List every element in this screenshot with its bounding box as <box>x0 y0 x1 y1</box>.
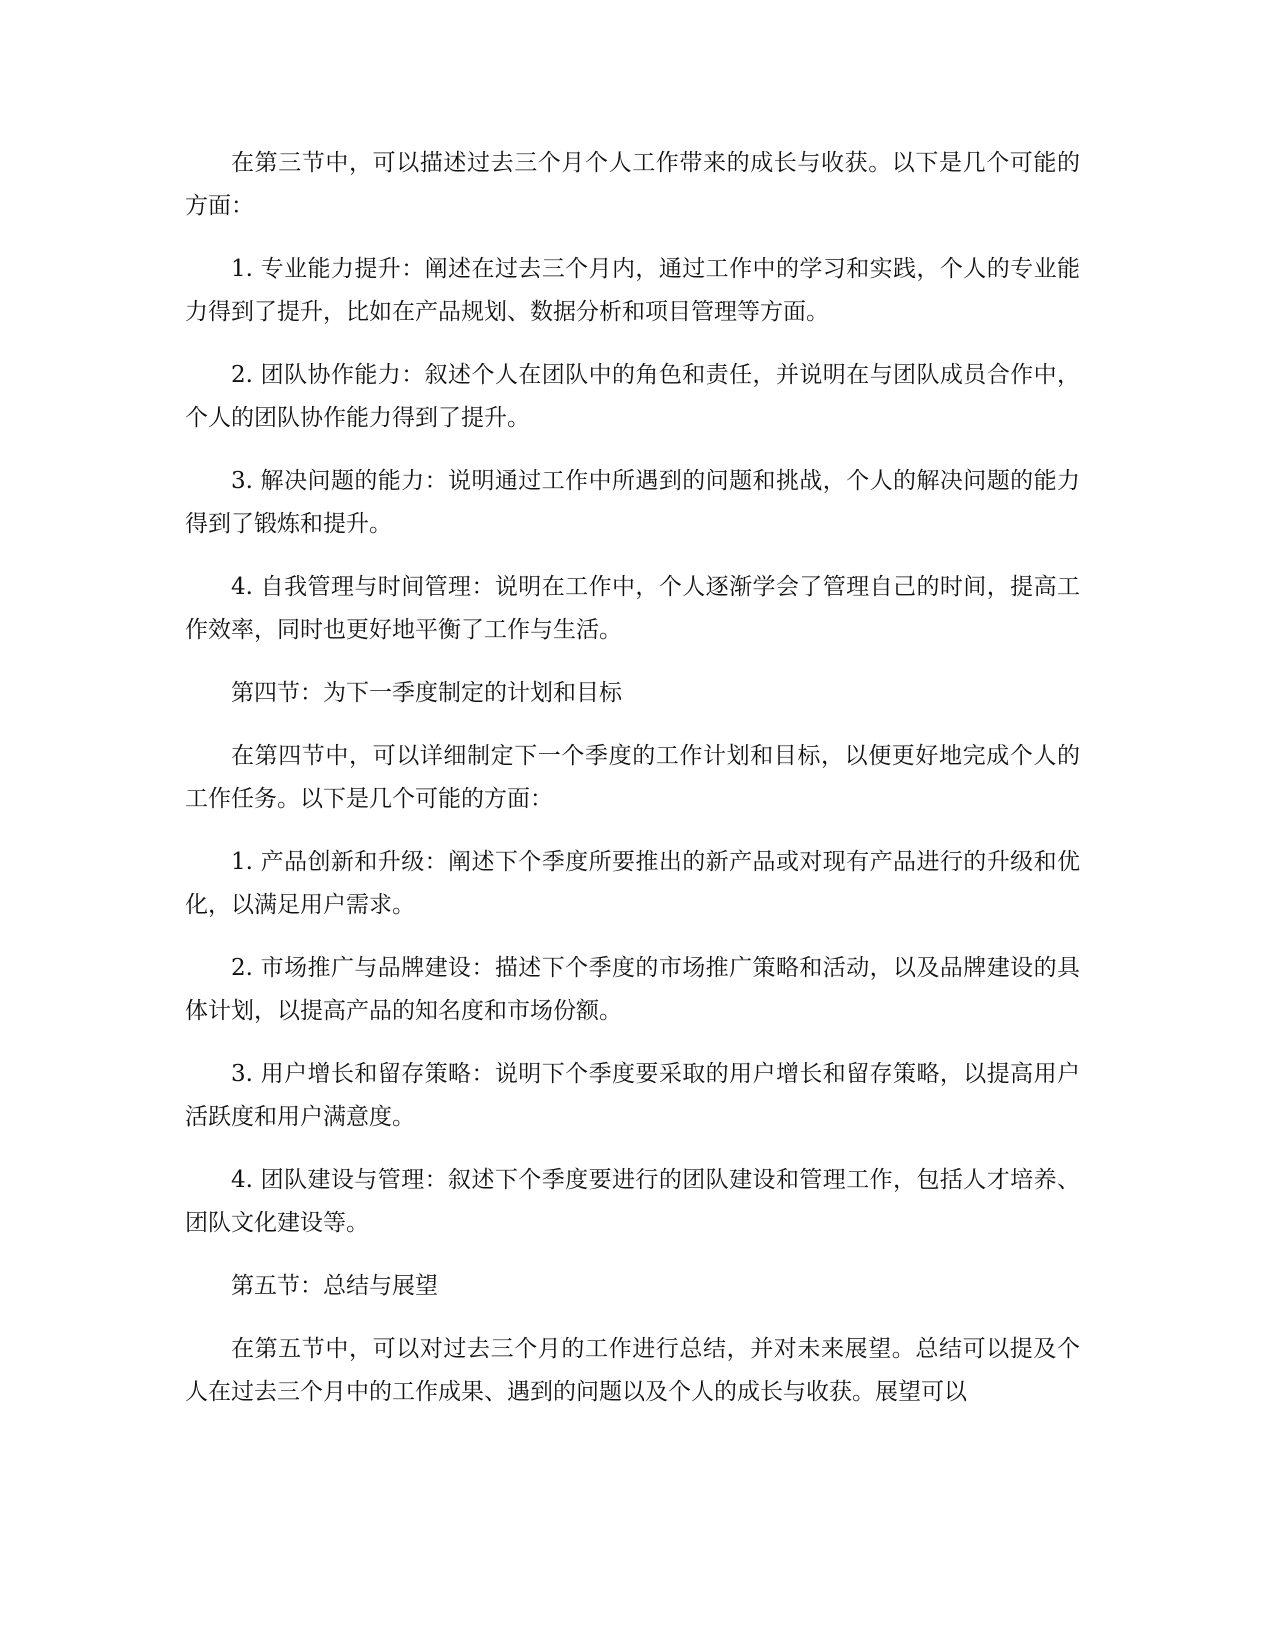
list-item-user-growth: 3. 用户增长和留存策略：说明下个季度要采取的用户增长和留存策略，以提高用户活跃度和用户满意度。 <box>185 1061 1080 1130</box>
section-four-heading: 第四节：为下一季度制定的计划和目标 <box>231 680 622 706</box>
section-three-intro-paragraph: 在第三节中，可以描述过去三个月个人工作带来的成长与收获。以下是几个可能的方面： <box>185 150 1080 219</box>
list-item-marketing-branding: 2. 市场推广与品牌建设：描述下个季度的市场推广策略和活动，以及品牌建设的具体计划，以提高产品的知名度和市场份额。 <box>185 955 1080 1024</box>
list-item-professional-skills: 1. 专业能力提升：阐述在过去三个月内，通过工作中的学习和实践，个人的专业能力得到了提升，比如在产品规划、数据分析和项目管理等方面。 <box>185 256 1080 325</box>
section-four-intro-paragraph: 在第四节中，可以详细制定下一个季度的工作计划和目标，以便更好地完成个人的工作任务。以下是几个可能的方面： <box>185 743 1080 812</box>
section-five-heading: 第五节：总结与展望 <box>231 1273 438 1299</box>
list-item-team-building: 4. 团队建设与管理：叙述下个季度要进行的团队建设和管理工作，包括人才培养、团队文化建设等。 <box>185 1167 1080 1236</box>
document-body <box>185 142 1080 1434</box>
list-item-teamwork: 2. 团队协作能力：叙述个人在团队中的角色和责任，并说明在与团队成员合作中，个人的团队协作能力得到了提升。 <box>185 362 1080 431</box>
list-item-self-management: 4. 自我管理与时间管理：说明在工作中，个人逐渐学会了管理自己的时间，提高工作效率，同时也更好地平衡了工作与生活。 <box>185 574 1080 643</box>
list-item-problem-solving: 3. 解决问题的能力：说明通过工作中所遇到的问题和挑战，个人的解决问题的能力得到了锻炼和提升。 <box>185 468 1080 537</box>
section-five-intro-paragraph: 在第五节中，可以对过去三个月的工作进行总结，并对未来展望。总结可以提及个人在过去三个月中的工作成果、遇到的问题以及个人的成长与收获。展望可以 <box>185 1336 1080 1405</box>
list-item-product-innovation: 1. 产品创新和升级：阐述下个季度所要推出的新产品或对现有产品进行的升级和优化，以满足用户需求。 <box>185 849 1080 918</box>
